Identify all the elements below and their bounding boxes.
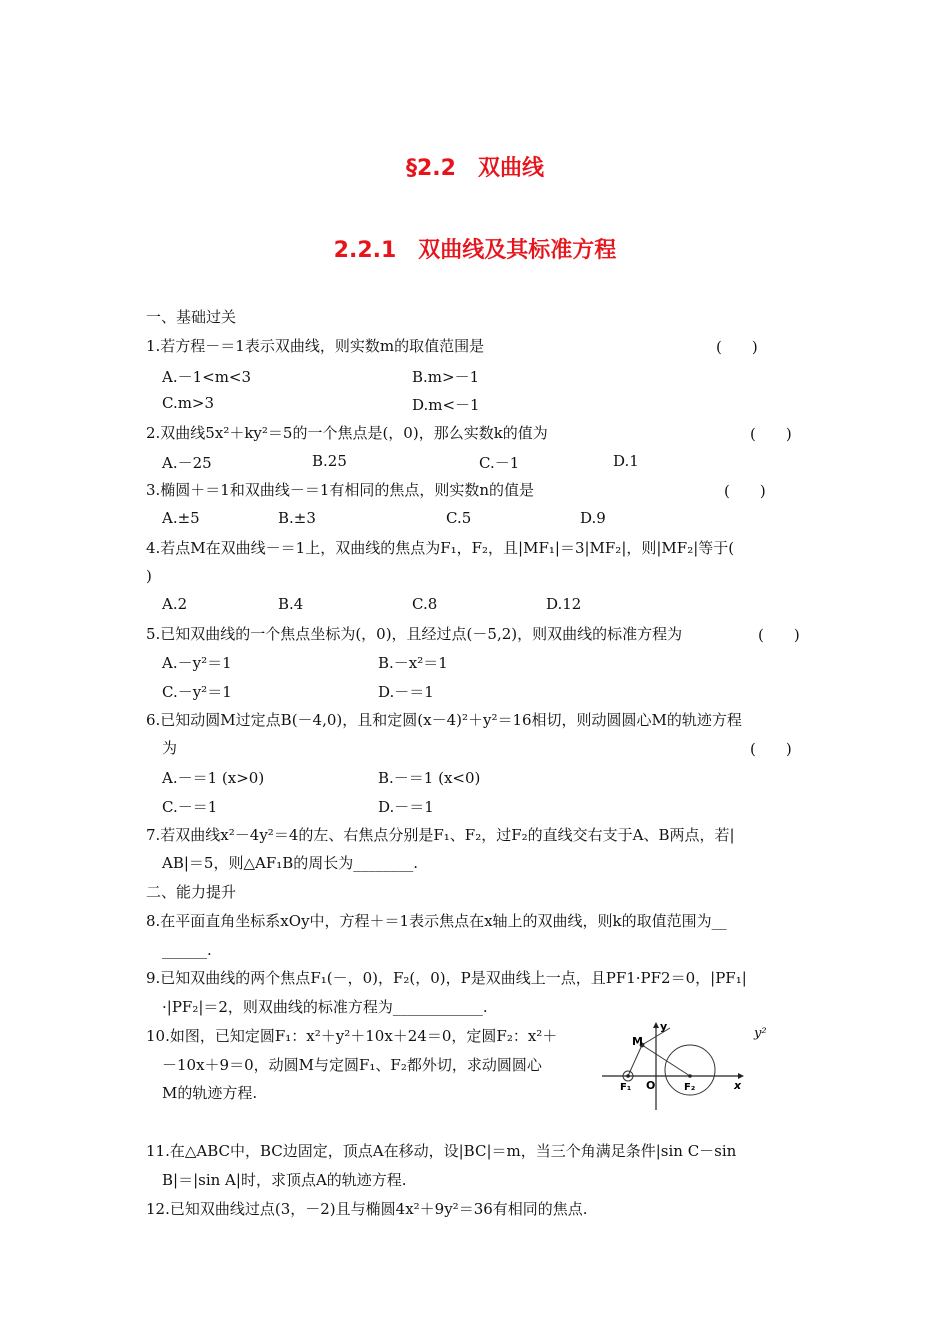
q2-answer-blank: ( ) xyxy=(750,425,792,443)
q10-stem: 10.如图，已知定圆F₁：x²＋y²＋10x＋24＝0，定圆F₂：x²＋ xyxy=(146,1027,558,1045)
q1-answer-blank: ( ) xyxy=(716,338,758,356)
q1-stem: 1.若方程－＝1表示双曲线，则实数m的取值范围是 xyxy=(146,337,485,355)
q3-option-a: A.±5 xyxy=(162,509,200,527)
q6-stem-cont: 为 xyxy=(162,739,178,757)
stray-y-squared: y² xyxy=(754,1026,767,1041)
q1-option-d: D.m<－1 xyxy=(412,396,480,414)
q9-stem-cont: ·|PF₂|＝2，则双曲线的标准方程为____________. xyxy=(162,998,488,1016)
q2-option-b: B.25 xyxy=(312,452,347,470)
q4-option-d: D.12 xyxy=(546,595,582,613)
q2-option-c: C.－1 xyxy=(479,454,520,472)
q3-option-d: D.9 xyxy=(580,509,606,527)
subsection-title: 2.2.1 双曲线及其标准方程 xyxy=(333,238,617,263)
q12-stem: 12.已知双曲线过点(3，－2)且与椭圆4x²＋9y²＝36有相同的焦点. xyxy=(146,1200,588,1218)
q2-option-a: A.－25 xyxy=(162,454,212,472)
q5-option-c: C.－y²＝1 xyxy=(162,683,232,701)
q5-option-a: A.－y²＝1 xyxy=(162,654,232,672)
q3-option-b: B.±3 xyxy=(278,509,316,527)
label-f1: F₁ xyxy=(620,1082,632,1093)
q4-stem: 4.若点M在双曲线－＝1上，双曲线的焦点为F₁，F₂，且|MF₁|＝3|MF₂|，则|MF₂|等于( xyxy=(146,539,735,557)
q6-option-b: B.－＝1 (x<0) xyxy=(378,769,481,787)
segment-mf2 xyxy=(642,1045,690,1076)
q8-stem-cont: ______. xyxy=(162,941,212,959)
q6-stem: 6.已知动圆M过定点B(－4,0)，且和定圆(x－4)²＋y²＝16相切，则动圆圆心M的轨迹方程 xyxy=(146,711,742,729)
q8-stem: 8.在平面直角坐标系xOy中，方程＋＝1表示焦点在x轴上的双曲线，则k的取值范围为__ xyxy=(146,912,727,930)
q5-stem: 5.已知双曲线的一个焦点坐标为(，0)，且经过点(－5,2)，则双曲线的标准方程为 xyxy=(146,625,683,643)
part2-heading: 二、能力提升 xyxy=(146,883,237,901)
q2-stem: 2.双曲线5x²＋ky²＝5的一个焦点是(，0)，那么实数k的值为 xyxy=(146,424,548,442)
q4-stem-cont: ) xyxy=(146,567,152,585)
label-y: y xyxy=(660,1020,668,1033)
label-o: O xyxy=(646,1079,656,1092)
segment-mf1 xyxy=(628,1045,642,1076)
q6-option-a: A.－＝1 (x>0) xyxy=(162,769,265,787)
q10-figure xyxy=(598,1018,748,1114)
q3-option-c: C.5 xyxy=(446,509,472,527)
q1-option-a: A.－1<m<3 xyxy=(162,368,252,386)
q6-option-c: C.－＝1 xyxy=(162,798,218,816)
q1-option-b: B.m>－1 xyxy=(412,368,480,386)
y-axis-arrow xyxy=(653,1022,659,1028)
q4-option-a: A.2 xyxy=(162,595,188,613)
label-m: M xyxy=(632,1035,643,1048)
q11-stem: 11.在△ABC中，BC边固定，顶点A在移动，设|BC|＝m，当三个角满足条件|sin C－sin xyxy=(146,1142,737,1160)
q2-option-d: D.1 xyxy=(613,452,639,470)
part1-heading: 一、基础过关 xyxy=(146,308,237,326)
q9-stem: 9.已知双曲线的两个焦点F₁(－，0)，F₂(，0)，P是双曲线上一点，且PF1·PF2＝0，|PF₁| xyxy=(146,969,747,987)
q6-option-d: D.－＝1 xyxy=(378,798,434,816)
q10-stem-cont2: M的轨迹方程. xyxy=(162,1084,258,1102)
q3-stem: 3.椭圆＋＝1和双曲线－＝1有相同的焦点，则实数n的值是 xyxy=(146,481,535,499)
point-f1 xyxy=(626,1074,630,1078)
label-f2: F₂ xyxy=(684,1082,696,1093)
q5-option-b: B.－x²＝1 xyxy=(378,654,448,672)
label-x: x xyxy=(734,1079,742,1092)
point-f2 xyxy=(688,1074,692,1078)
q5-option-d: D.－＝1 xyxy=(378,683,434,701)
q7-stem: 7.若双曲线x²－4y²＝4的左、右焦点分别是F₁、F₂，过F₂的直线交右支于A、B两点，若| xyxy=(146,826,735,844)
q4-option-b: B.4 xyxy=(278,595,304,613)
q3-answer-blank: ( ) xyxy=(724,482,766,500)
q10-stem-cont: －10x＋9＝0，动圆M与定圆F₁、F₂都外切，求动圆圆心 xyxy=(162,1056,542,1074)
q5-answer-blank: ( ) xyxy=(758,626,800,644)
q1-option-c: C.m>3 xyxy=(162,394,215,412)
q7-stem-cont: AB|＝5，则△AF₁B的周长为________. xyxy=(162,854,419,872)
q4-option-c: C.8 xyxy=(412,595,438,613)
section-title: §2.2 双曲线 xyxy=(406,156,544,181)
q6-answer-blank: ( ) xyxy=(750,740,792,758)
q11-stem-cont: B|＝|sin A|时，求顶点A的轨迹方程. xyxy=(162,1171,407,1189)
